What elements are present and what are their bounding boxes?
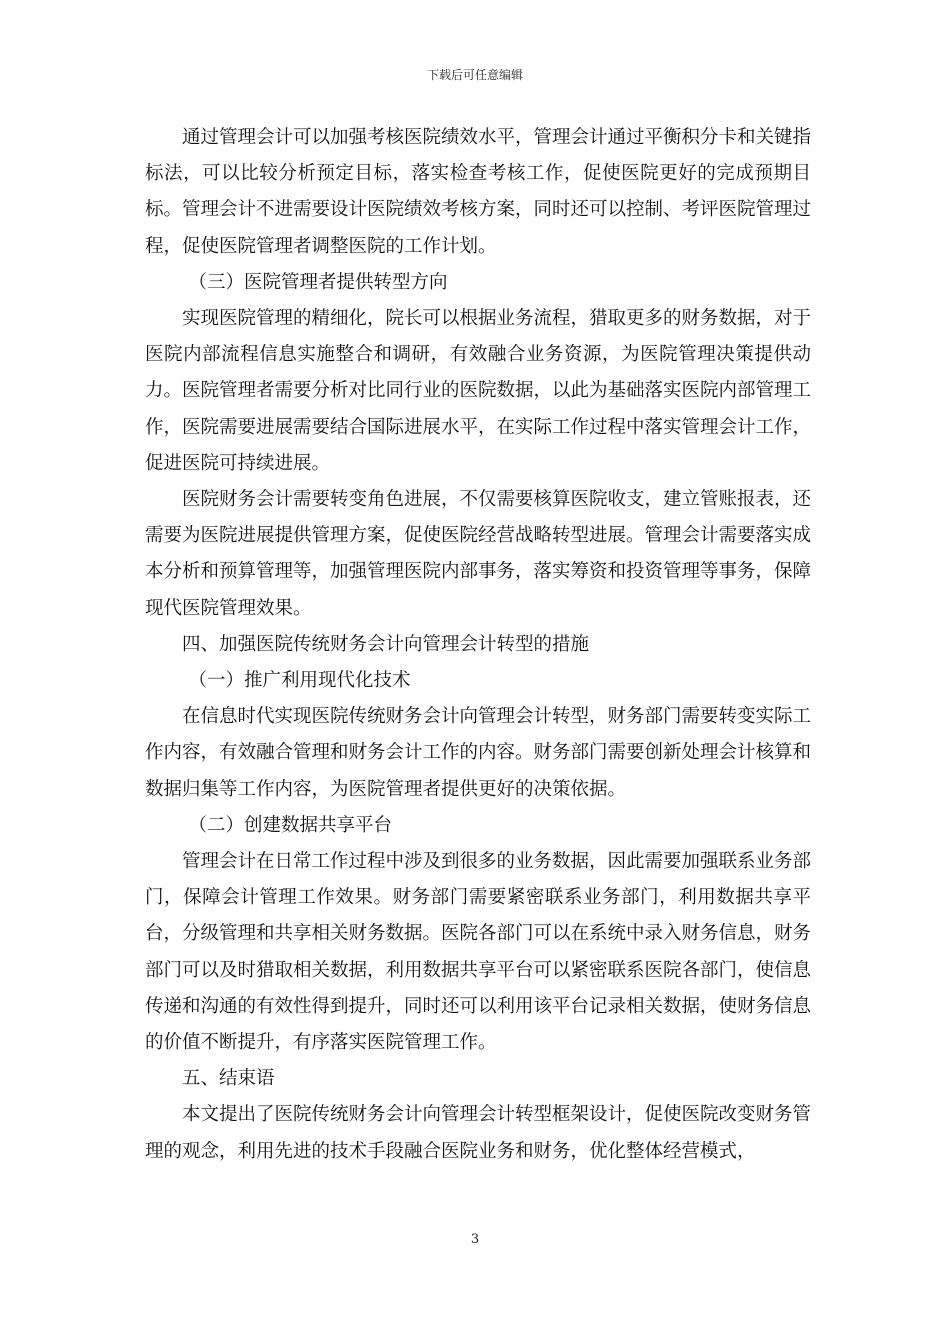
section-heading-data-sharing-platform: （二）创建数据共享平台 [188, 814, 392, 836]
paragraph-data-sharing: 管理会计在日常工作过程中涉及到很多的业务数据，因此需要加强联系业务部门，保障会计管理工作效果。财务部门需要紧密联系业务部门，利用数据共享平台，分级管理和共享相关财务数据。医院各部门可以在系统中录入财务信息，财务部门可以及时猎取相关数据，利用数据共享平台可以紧密联系医院各部门，使信息传递和沟通的有效性得到提升，同时还可以利用该平台记录相关数据，使财务信息的价值不断提升，有序落实医院管理工作。 [145, 851, 812, 1054]
section-heading-measures: 四、加强医院传统财务会计向管理会计转型的措施 [182, 633, 590, 655]
page-header-note: 下载后可任意编辑 [426, 68, 523, 82]
paragraph-refined-management: 实现医院管理的精细化，院长可以根据业务流程，猎取更多的财务数据，对于医院内部流程信息实施整合和调研，有效融合业务资源，为医院管理决策提供动力。医院管理者需要分析对比同行业的医院数据，以此为基础落实医院内部管理工作，医院需要进展需要结合国际进展水平，在实际工作过程中落实管理会计工作，促进医院可持续进展。 [145, 308, 812, 474]
page-number: 3 [470, 1232, 480, 1247]
paragraph-performance-assessment: 通过管理会计可以加强考核医院绩效水平，管理会计通过平衡积分卡和关键指标法，可以比较分析预定目标，落实检查考核工作，促使医院更好的完成预期目标。管理会计不进需要设计医院绩效考核方案，同时还可以控制、考评医院管理过程，促使医院管理者调整医院的工作计划。 [145, 127, 812, 257]
section-heading-transformation-direction: （三）医院管理者提供转型方向 [188, 271, 448, 293]
paragraph-conclusion: 本文提出了医院传统财务会计向管理会计转型框架设计，促使医院改变财务管理的观念，利用先进的技术手段融合医院业务和财务，优化整体经营模式， [145, 1104, 812, 1162]
document-body [145, 120, 811, 1170]
paragraph-role-change: 医院财务会计需要转变角色进展，不仅需要核算医院收支，建立管账报表，还需要为医院进展提供管理方案，促使医院经营战略转型进展。管理会计需要落实成本分析和预算管理等，加强管理医院内部事务，落实筹资和投资管理等事务，保障现代医院管理效果。 [145, 489, 812, 619]
section-heading-conclusion: 五、结束语 [182, 1068, 275, 1090]
section-heading-modern-technology: （一）推广利用现代化技术 [188, 670, 411, 692]
paragraph-information-era: 在信息时代实现医院传统财务会计向管理会计转型，财务部门需要转变实际工作内容，有效融合管理和财务会计工作的内容。财务部门需要创新处理会计核算和数据归集等工作内容，为医院管理者提供更好的决策依据。 [145, 706, 812, 800]
